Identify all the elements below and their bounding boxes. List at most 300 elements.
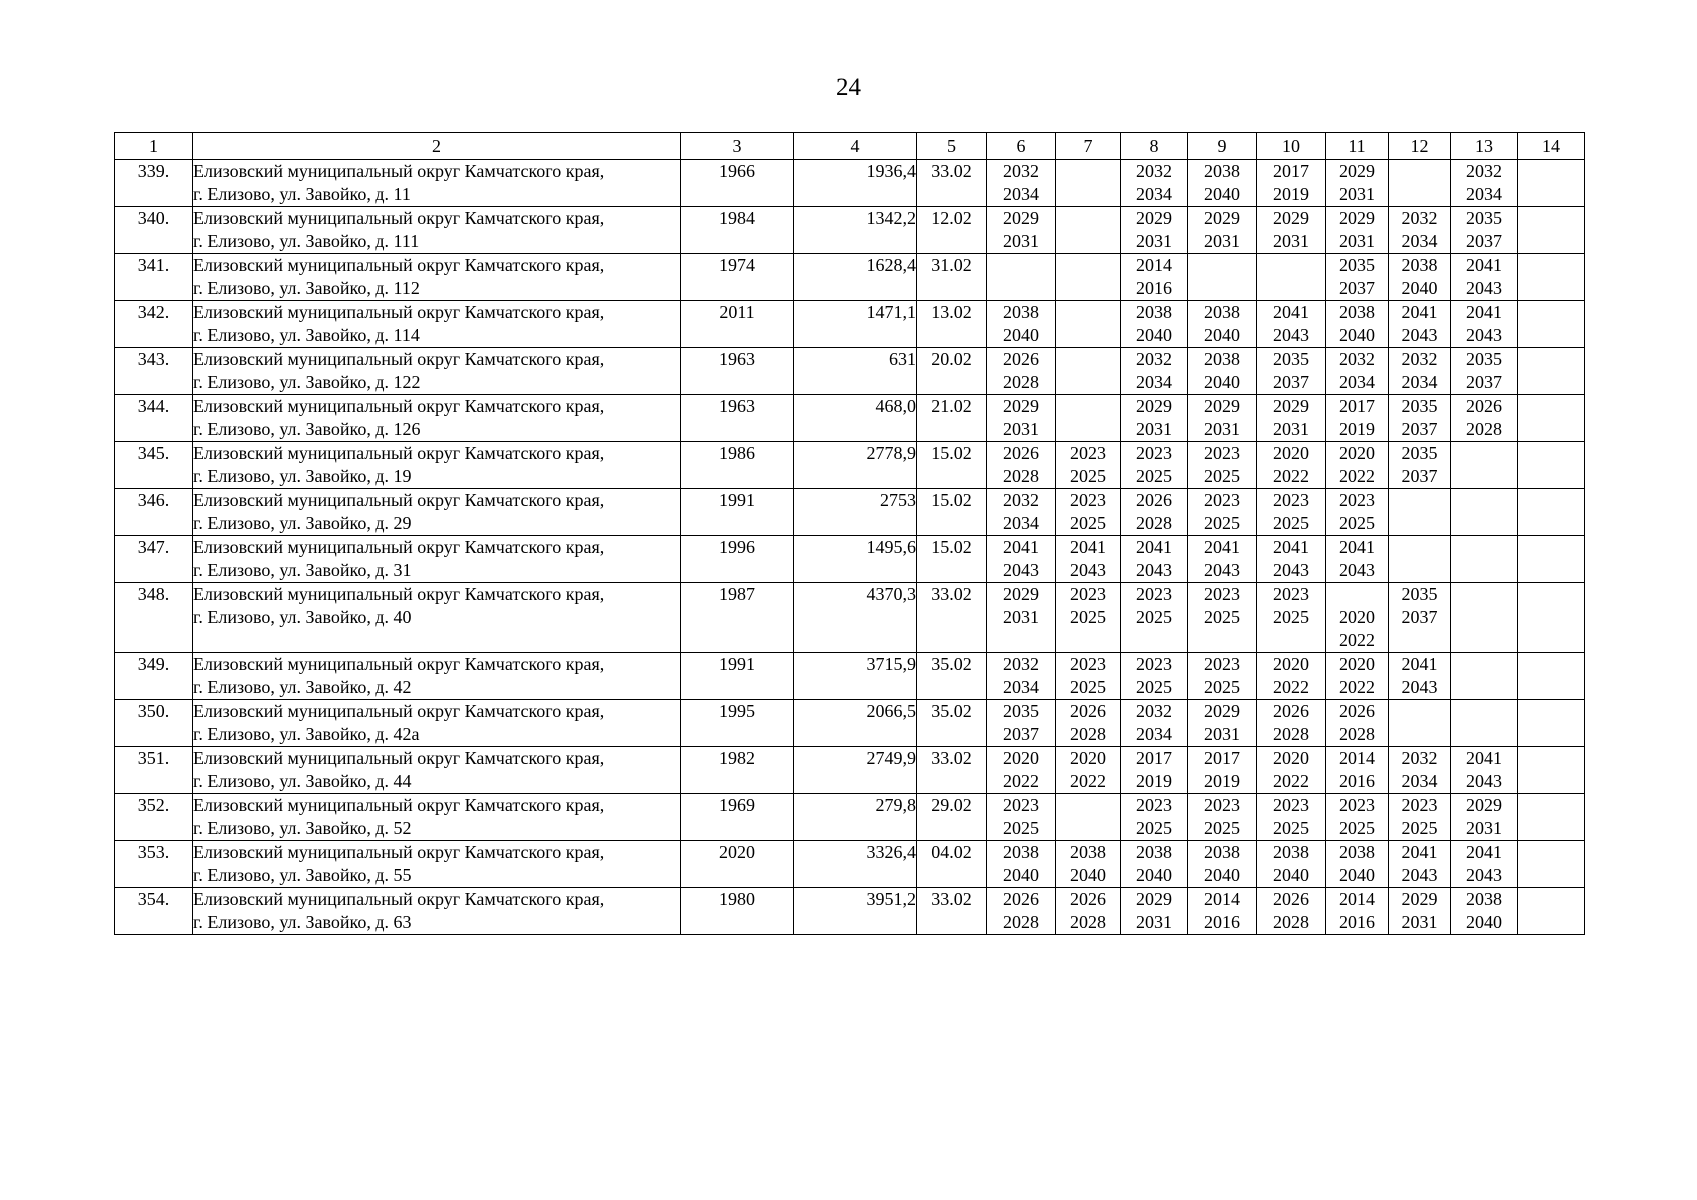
period-year: 2031	[1204, 724, 1240, 744]
period-year: 2035	[1273, 349, 1309, 369]
period-year: 2023	[1204, 490, 1240, 510]
period-year: 2028	[1273, 912, 1309, 932]
row-number: 341.	[115, 254, 193, 301]
period-year: 2038	[1070, 842, 1106, 862]
address-line: г. Елизово, ул. Завойко, д. 29	[193, 513, 412, 533]
period-year: 2025	[1136, 607, 1172, 627]
code-cell: 13.02	[917, 301, 987, 348]
period-cell-col-7	[1056, 489, 1121, 536]
period-year: 2037	[1466, 372, 1502, 392]
period-year: 2022	[1070, 771, 1106, 791]
period-year: 2023	[1273, 795, 1309, 815]
code-cell: 33.02	[917, 747, 987, 794]
period-year: 2040	[1204, 865, 1240, 885]
period-year: 2041	[1466, 748, 1502, 768]
period-year: 2029	[1339, 208, 1375, 228]
period-year: 2025	[1273, 818, 1309, 838]
construction-year-cell: 1995	[681, 700, 794, 747]
period-year: 2043	[1401, 325, 1438, 345]
period-year: 2028	[1070, 724, 1106, 744]
period-cell-col-8	[1121, 442, 1188, 489]
period-year: 2037	[1401, 419, 1438, 439]
construction-year-cell: 1991	[681, 653, 794, 700]
period-cell-col-7	[1056, 207, 1121, 254]
period-cell-col-12	[1389, 747, 1451, 794]
address-cell	[193, 348, 681, 395]
period-cell-col-11	[1326, 653, 1389, 700]
period-cell-col-11	[1326, 442, 1389, 489]
address-line: Елизовский муниципальный округ Камчатского края,	[193, 490, 605, 510]
address-line: Елизовский муниципальный округ Камчатского края,	[193, 795, 605, 815]
row-number: 344.	[115, 395, 193, 442]
column-header-11: 11	[1326, 133, 1389, 160]
address-line: Елизовский муниципальный округ Камчатского края,	[193, 255, 605, 275]
period-year: 2035	[1466, 208, 1502, 228]
period-cell-col-10	[1257, 841, 1326, 888]
period-year: 2016	[1339, 912, 1375, 932]
table-row	[115, 395, 1585, 442]
period-year: 2026	[1003, 889, 1039, 909]
period-year: 2017	[1204, 748, 1240, 768]
period-year: 2025	[1339, 513, 1375, 533]
period-cell-col-12	[1389, 160, 1451, 207]
row-number: 349.	[115, 653, 193, 700]
period-year: 2020	[1339, 607, 1375, 627]
period-year: 2031	[1003, 231, 1039, 251]
address-line: Елизовский муниципальный округ Камчатского края,	[193, 537, 605, 557]
period-cell-col-8	[1121, 583, 1188, 653]
period-cell-col-13	[1451, 348, 1518, 395]
period-year: 2029	[1401, 889, 1438, 909]
table-row	[115, 653, 1585, 700]
period-year: 2041	[1466, 302, 1502, 322]
period-year: 2026	[1070, 701, 1106, 721]
row-number: 343.	[115, 348, 193, 395]
table-row	[115, 489, 1585, 536]
period-year: 2032	[1401, 748, 1438, 768]
period-year: 2040	[1136, 325, 1172, 345]
table-row	[115, 747, 1585, 794]
address-line: Елизовский муниципальный округ Камчатского края,	[193, 443, 605, 463]
column-number-header-row	[115, 133, 1585, 160]
area-cell: 631	[794, 348, 917, 395]
construction-year-cell: 1984	[681, 207, 794, 254]
period-year: 2040	[1136, 865, 1172, 885]
table-row	[115, 700, 1585, 747]
period-cell-col-6	[987, 348, 1056, 395]
period-year: 2026	[1136, 490, 1172, 510]
address-cell	[193, 583, 681, 653]
code-cell: 15.02	[917, 489, 987, 536]
period-cell-col-11	[1326, 536, 1389, 583]
period-cell-col-7	[1056, 536, 1121, 583]
period-year: 2029	[1339, 161, 1375, 181]
period-year: 2016	[1339, 771, 1375, 791]
address-cell	[193, 160, 681, 207]
construction-year-cell: 1991	[681, 489, 794, 536]
period-year: 2019	[1273, 184, 1309, 204]
address-cell	[193, 653, 681, 700]
period-year: 2043	[1204, 560, 1240, 580]
period-cell-col-12	[1389, 301, 1451, 348]
area-cell: 1628,4	[794, 254, 917, 301]
row-number: 354.	[115, 888, 193, 935]
table-row	[115, 301, 1585, 348]
period-year: 2032	[1003, 490, 1039, 510]
period-year: 2022	[1273, 771, 1309, 791]
area-cell: 3715,9	[794, 653, 917, 700]
period-cell-col-6	[987, 747, 1056, 794]
period-cell-col-6	[987, 794, 1056, 841]
period-year: 2023	[1070, 443, 1106, 463]
period-cell-col-9	[1188, 160, 1257, 207]
period-cell-col-10	[1257, 301, 1326, 348]
period-cell-col-11	[1326, 395, 1389, 442]
period-cell-col-11	[1326, 794, 1389, 841]
period-cell-col-10	[1257, 254, 1326, 301]
period-year: 2023	[1204, 584, 1240, 604]
period-cell-col-6	[987, 841, 1056, 888]
period-year: 2031	[1339, 231, 1375, 251]
period-cell-col-14	[1518, 841, 1585, 888]
column-header-7: 7	[1056, 133, 1121, 160]
period-year: 2034	[1466, 184, 1502, 204]
period-year: 2014	[1136, 255, 1172, 275]
period-year: 2025	[1070, 607, 1106, 627]
period-cell-col-8	[1121, 888, 1188, 935]
period-year: 2023	[1273, 490, 1309, 510]
period-year: 2034	[1401, 372, 1438, 392]
area-cell: 2778,9	[794, 442, 917, 489]
period-cell-col-12	[1389, 395, 1451, 442]
period-year: 2043	[1466, 865, 1502, 885]
period-year: 2038	[1204, 349, 1240, 369]
period-cell-col-14	[1518, 653, 1585, 700]
period-cell-col-8	[1121, 395, 1188, 442]
period-year: 2016	[1136, 278, 1172, 298]
period-year	[1326, 583, 1388, 606]
period-year: 2020	[1273, 654, 1309, 674]
period-year: 2034	[1401, 231, 1438, 251]
period-year: 2029	[1204, 396, 1240, 416]
period-cell-col-10	[1257, 888, 1326, 935]
period-year: 2022	[1339, 630, 1375, 650]
period-year: 2029	[1273, 208, 1309, 228]
period-year: 2035	[1339, 255, 1375, 275]
period-cell-col-12	[1389, 888, 1451, 935]
row-number: 339.	[115, 160, 193, 207]
period-year: 2028	[1003, 466, 1039, 486]
period-year: 2038	[1339, 842, 1375, 862]
period-year: 2020	[1070, 748, 1106, 768]
table-row	[115, 583, 1585, 653]
period-cell-col-13	[1451, 841, 1518, 888]
period-year: 2034	[1003, 513, 1039, 533]
area-cell: 2749,9	[794, 747, 917, 794]
address-cell	[193, 254, 681, 301]
period-year: 2035	[1466, 349, 1502, 369]
period-cell-col-11	[1326, 301, 1389, 348]
period-year: 2028	[1339, 724, 1375, 744]
period-cell-col-14	[1518, 442, 1585, 489]
code-cell: 33.02	[917, 160, 987, 207]
period-year: 2025	[1204, 818, 1240, 838]
period-year: 2040	[1339, 865, 1375, 885]
construction-year-cell: 1969	[681, 794, 794, 841]
period-year: 2026	[1466, 396, 1502, 416]
construction-year-cell: 2011	[681, 301, 794, 348]
period-year: 2038	[1466, 889, 1502, 909]
construction-year-cell: 1987	[681, 583, 794, 653]
period-year: 2025	[1003, 818, 1039, 838]
period-year: 2029	[1003, 396, 1039, 416]
address-cell	[193, 395, 681, 442]
code-cell: 20.02	[917, 348, 987, 395]
address-cell	[193, 747, 681, 794]
table-row	[115, 254, 1585, 301]
period-cell-col-12	[1389, 536, 1451, 583]
period-cell-col-10	[1257, 160, 1326, 207]
column-header-13: 13	[1451, 133, 1518, 160]
period-cell-col-8	[1121, 489, 1188, 536]
period-year: 2029	[1273, 396, 1309, 416]
period-year: 2031	[1003, 607, 1039, 627]
period-cell-col-9	[1188, 747, 1257, 794]
period-year: 2014	[1339, 889, 1375, 909]
period-year: 2032	[1003, 654, 1039, 674]
table-row	[115, 841, 1585, 888]
table-row	[115, 160, 1585, 207]
period-year: 2037	[1273, 372, 1309, 392]
period-cell-col-11	[1326, 489, 1389, 536]
address-line: г. Елизово, ул. Завойко, д. 11	[193, 184, 411, 204]
period-year: 2031	[1466, 818, 1502, 838]
period-year: 2034	[1136, 184, 1172, 204]
row-number: 352.	[115, 794, 193, 841]
address-cell	[193, 489, 681, 536]
period-year: 2038	[1003, 302, 1039, 322]
period-cell-col-8	[1121, 841, 1188, 888]
period-year: 2032	[1003, 161, 1039, 181]
period-cell-col-6	[987, 536, 1056, 583]
area-cell: 2753	[794, 489, 917, 536]
row-number: 342.	[115, 301, 193, 348]
period-cell-col-10	[1257, 747, 1326, 794]
period-year: 2041	[1401, 654, 1438, 674]
period-year: 2023	[1070, 584, 1106, 604]
period-cell-col-7	[1056, 583, 1121, 653]
address-cell	[193, 794, 681, 841]
period-year: 2026	[1070, 889, 1106, 909]
table-row	[115, 536, 1585, 583]
period-cell-col-8	[1121, 747, 1188, 794]
code-cell: 04.02	[917, 841, 987, 888]
period-year: 2028	[1136, 513, 1172, 533]
period-year: 2031	[1339, 184, 1375, 204]
code-cell: 33.02	[917, 583, 987, 653]
address-line: г. Елизово, ул. Завойко, д. 40	[193, 607, 412, 627]
period-year: 2035	[1401, 443, 1438, 463]
period-year: 2041	[1401, 302, 1438, 322]
address-cell	[193, 700, 681, 747]
period-year: 2025	[1273, 607, 1309, 627]
period-cell-col-14	[1518, 583, 1585, 653]
period-year: 2023	[1339, 490, 1375, 510]
period-year: 2025	[1273, 513, 1309, 533]
period-cell-col-9	[1188, 489, 1257, 536]
period-cell-col-12	[1389, 207, 1451, 254]
period-cell-col-14	[1518, 301, 1585, 348]
period-year: 2043	[1273, 325, 1309, 345]
housing-register-table	[114, 132, 1585, 935]
period-cell-col-12	[1389, 442, 1451, 489]
period-cell-col-14	[1518, 794, 1585, 841]
period-year: 2029	[1136, 396, 1172, 416]
period-cell-col-12	[1389, 653, 1451, 700]
period-cell-col-12	[1389, 700, 1451, 747]
period-year: 2017	[1273, 161, 1309, 181]
period-year: 2026	[1273, 701, 1309, 721]
address-line: г. Елизово, ул. Завойко, д. 126	[193, 419, 421, 439]
period-year: 2019	[1136, 771, 1172, 791]
period-cell-col-9	[1188, 794, 1257, 841]
period-year: 2029	[1136, 889, 1172, 909]
construction-year-cell: 1982	[681, 747, 794, 794]
period-year: 2040	[1339, 325, 1375, 345]
period-year: 2034	[1136, 724, 1172, 744]
period-year: 2023	[1070, 654, 1106, 674]
period-cell-col-10	[1257, 536, 1326, 583]
period-year: 2025	[1204, 607, 1240, 627]
address-line: г. Елизово, ул. Завойко, д. 63	[193, 912, 412, 932]
column-header-9: 9	[1188, 133, 1257, 160]
period-year: 2029	[1204, 208, 1240, 228]
area-cell: 1471,1	[794, 301, 917, 348]
period-year: 2023	[1070, 490, 1106, 510]
period-year: 2031	[1136, 912, 1172, 932]
period-cell-col-6	[987, 888, 1056, 935]
address-line: г. Елизово, ул. Завойко, д. 19	[193, 466, 412, 486]
period-cell-col-9	[1188, 395, 1257, 442]
period-year: 2038	[1273, 842, 1309, 862]
address-line: Елизовский муниципальный округ Камчатского края,	[193, 701, 605, 721]
column-header-6: 6	[987, 133, 1056, 160]
address-line: Елизовский муниципальный округ Камчатского края,	[193, 161, 605, 181]
period-cell-col-11	[1326, 888, 1389, 935]
period-year: 2031	[1204, 419, 1240, 439]
address-line: г. Елизово, ул. Завойко, д. 55	[193, 865, 412, 885]
period-cell-col-11	[1326, 700, 1389, 747]
address-cell	[193, 442, 681, 489]
period-cell-col-6	[987, 583, 1056, 653]
period-year: 2038	[1204, 842, 1240, 862]
address-line: Елизовский муниципальный округ Камчатского края,	[193, 889, 605, 909]
period-cell-col-13	[1451, 442, 1518, 489]
period-year: 2038	[1339, 302, 1375, 322]
period-year: 2023	[1339, 795, 1375, 815]
period-year: 2029	[1204, 701, 1240, 721]
period-year: 2032	[1401, 208, 1438, 228]
period-cell-col-8	[1121, 700, 1188, 747]
period-year: 2043	[1136, 560, 1172, 580]
period-cell-col-10	[1257, 348, 1326, 395]
row-number: 350.	[115, 700, 193, 747]
period-year: 2038	[1401, 255, 1438, 275]
column-header-12: 12	[1389, 133, 1451, 160]
period-year: 2025	[1204, 513, 1240, 533]
period-cell-col-10	[1257, 794, 1326, 841]
row-number: 345.	[115, 442, 193, 489]
period-year: 2040	[1070, 865, 1106, 885]
address-line: г. Елизово, ул. Завойко, д. 122	[193, 372, 421, 392]
period-year: 2020	[1339, 443, 1375, 463]
period-year: 2014	[1339, 748, 1375, 768]
column-header-4: 4	[794, 133, 917, 160]
row-number: 351.	[115, 747, 193, 794]
area-cell: 1342,2	[794, 207, 917, 254]
period-year: 2025	[1339, 818, 1375, 838]
period-cell-col-6	[987, 207, 1056, 254]
address-line: Елизовский муниципальный округ Камчатского края,	[193, 748, 605, 768]
period-cell-col-10	[1257, 653, 1326, 700]
period-year: 2029	[1003, 208, 1039, 228]
period-year: 2038	[1204, 302, 1240, 322]
period-year: 2034	[1003, 677, 1039, 697]
period-cell-col-6	[987, 395, 1056, 442]
period-cell-col-13	[1451, 395, 1518, 442]
period-cell-col-7	[1056, 888, 1121, 935]
period-cell-col-8	[1121, 207, 1188, 254]
table-row	[115, 794, 1585, 841]
period-year: 2031	[1273, 419, 1309, 439]
address-line: Елизовский муниципальный округ Камчатского края,	[193, 654, 605, 674]
period-cell-col-13	[1451, 536, 1518, 583]
period-cell-col-14	[1518, 888, 1585, 935]
construction-year-cell: 1980	[681, 888, 794, 935]
period-cell-col-8	[1121, 254, 1188, 301]
period-year: 2031	[1401, 912, 1438, 932]
period-year: 2038	[1136, 842, 1172, 862]
period-year: 2034	[1401, 771, 1438, 791]
period-year: 2022	[1339, 677, 1375, 697]
row-number: 347.	[115, 536, 193, 583]
period-year: 2043	[1273, 560, 1309, 580]
period-year: 2025	[1204, 677, 1240, 697]
period-cell-col-12	[1389, 489, 1451, 536]
period-cell-col-8	[1121, 536, 1188, 583]
period-cell-col-12	[1389, 794, 1451, 841]
period-cell-col-8	[1121, 348, 1188, 395]
period-cell-col-6	[987, 653, 1056, 700]
address-line: г. Елизово, ул. Завойко, д. 111	[193, 231, 420, 251]
construction-year-cell: 1996	[681, 536, 794, 583]
period-year: 2026	[1003, 349, 1039, 369]
period-year: 2031	[1003, 419, 1039, 439]
row-number: 346.	[115, 489, 193, 536]
period-year: 2040	[1003, 865, 1039, 885]
period-cell-col-9	[1188, 348, 1257, 395]
period-year: 2037	[1466, 231, 1502, 251]
period-year: 2035	[1401, 584, 1438, 604]
period-year: 2025	[1136, 818, 1172, 838]
code-cell: 12.02	[917, 207, 987, 254]
period-cell-col-13	[1451, 254, 1518, 301]
period-cell-col-14	[1518, 254, 1585, 301]
period-year: 2041	[1466, 842, 1502, 862]
period-cell-col-7	[1056, 301, 1121, 348]
construction-year-cell: 1963	[681, 395, 794, 442]
period-cell-col-10	[1257, 700, 1326, 747]
